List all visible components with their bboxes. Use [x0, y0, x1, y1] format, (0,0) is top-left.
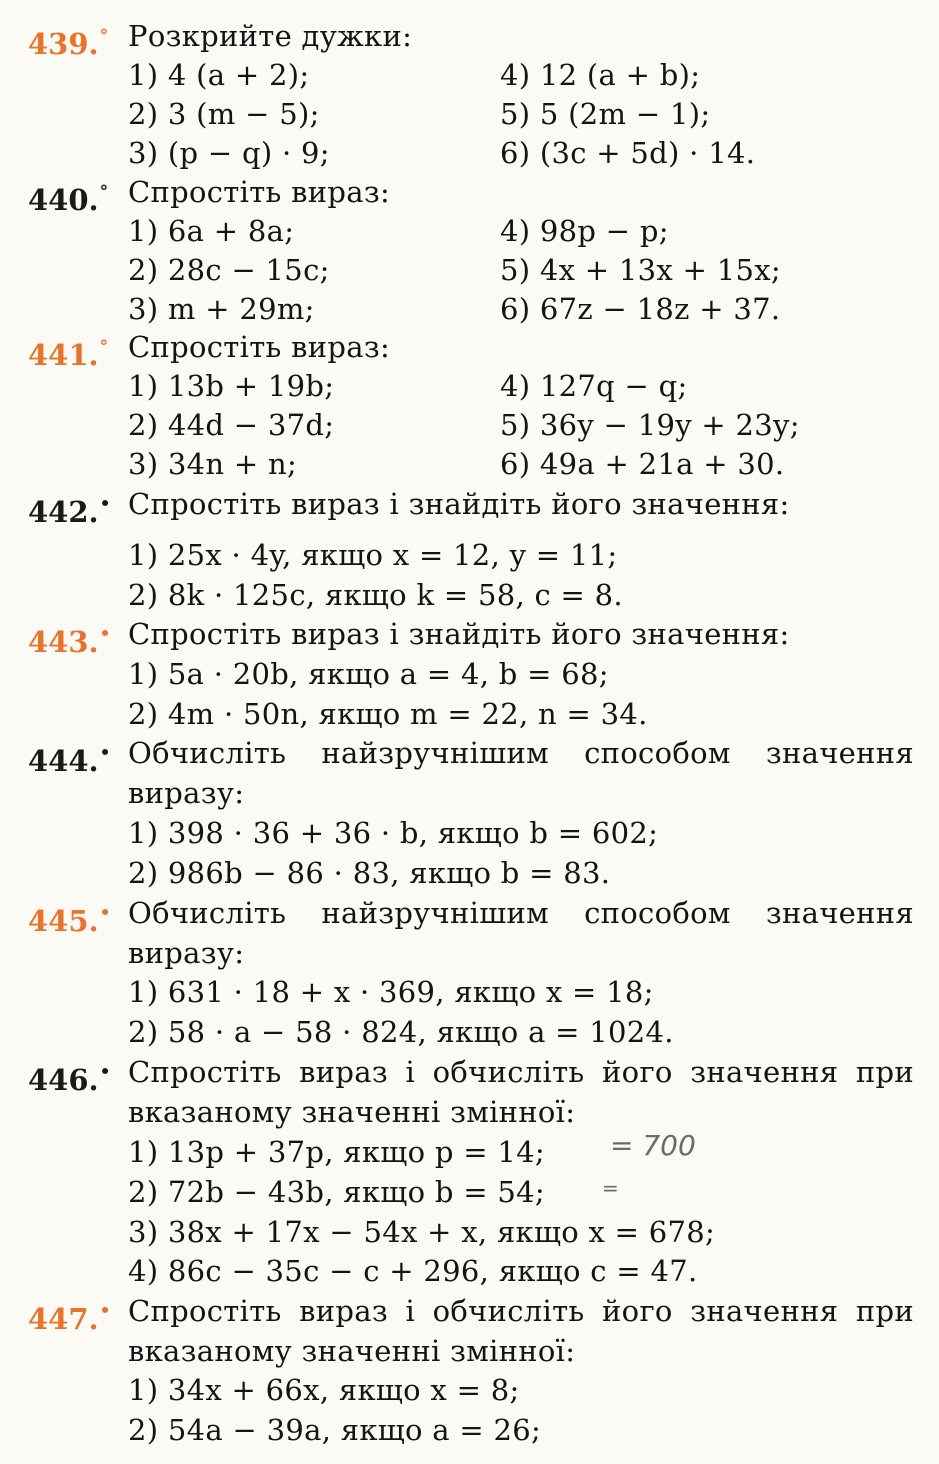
difficulty-marker: ° — [99, 182, 109, 202]
handwritten-note: = 700 — [610, 1129, 696, 1162]
difficulty-marker: • — [99, 903, 111, 923]
exercise-row — [0, 1370, 939, 1410]
difficulty-marker: • — [99, 494, 111, 514]
problem-number: 447.• — [28, 1301, 111, 1336]
problem-number: 445.• — [28, 903, 111, 938]
problem-number: 446.• — [28, 1062, 111, 1097]
problem-number: 440.° — [28, 182, 109, 217]
exercise-row — [0, 55, 939, 95]
exercise-row — [0, 694, 939, 734]
exercise-item: 1) 13b + 19b; — [128, 369, 335, 403]
exercise-row — [0, 853, 939, 893]
problem-prompt: Спростіть вираз і обчисліть його значення при вказаному значенні змінної: — [128, 1055, 914, 1129]
difficulty-marker: • — [99, 624, 111, 644]
difficulty-marker: • — [99, 1301, 111, 1321]
problem-prompt: Спростіть вираз: — [128, 330, 391, 364]
exercise-row — [0, 1012, 939, 1052]
exercise-row — [0, 133, 939, 173]
exercise-row — [0, 1251, 939, 1291]
difficulty-marker: • — [99, 743, 111, 763]
exercise-item: 1) 13p + 37p, якщо p = 14; — [128, 1135, 545, 1169]
exercise-item: 3) 38x + 17x − 54x + x, якщо x = 678; — [128, 1215, 716, 1249]
exercise-item: 3) m + 29m; — [128, 292, 315, 326]
exercise-item: 1) 631 · 18 + x · 369, якщо x = 18; — [128, 975, 654, 1009]
exercise-item: 4) 86c − 35c − c + 296, якщо c = 47. — [128, 1254, 698, 1288]
problem-number: 441.° — [28, 337, 109, 372]
exercise-item: 2) 986b − 86 · 83, якщо b = 83. — [128, 856, 611, 890]
exercise-item: 4) 98p − p; — [500, 214, 669, 248]
exercise-item: 2) 4m · 50n, якщо m = 22, n = 34. — [128, 697, 648, 731]
exercise-item: 6) 67z − 18z + 37. — [500, 292, 781, 326]
problem-number: 439.° — [28, 26, 109, 61]
exercise-item: 1) 4 (a + 2); — [128, 58, 310, 92]
problem-number: 444.• — [28, 743, 111, 778]
exercise-item: 2) 8k · 125c, якщо k = 58, c = 8. — [128, 578, 623, 612]
exercise-row — [0, 94, 939, 134]
exercise-row — [0, 575, 939, 615]
difficulty-marker: ° — [99, 26, 109, 46]
exercise-item: 3) 34n + n; — [128, 447, 298, 481]
exercise-row — [0, 972, 939, 1012]
exercise-row — [0, 813, 939, 853]
problem-prompt: Спростіть вираз і обчисліть його значення при вказаному значенні змінної: — [128, 1294, 914, 1368]
exercise-item: 5) 4x + 13x + 15x; — [500, 253, 781, 287]
exercise-item: 2) 54a − 39a, якщо a = 26; — [128, 1413, 542, 1447]
exercise-item: 2) 28c − 15c; — [128, 253, 330, 287]
exercise-item: 2) 3 (m − 5); — [128, 97, 320, 131]
exercise-item: 2) 44d − 37d; — [128, 408, 335, 442]
exercise-item: 1) 25x · 4y, якщо x = 12, y = 11; — [128, 538, 618, 572]
exercise-item: 6) (3c + 5d) · 14. — [500, 136, 756, 170]
problem-prompt: Розкрийте дужки: — [128, 19, 413, 53]
exercise-item: 3) (p − q) · 9; — [128, 136, 330, 170]
exercise-row — [0, 289, 939, 329]
exercise-row — [0, 211, 939, 251]
exercise-item: 4) 12 (a + b); — [500, 58, 701, 92]
exercise-row — [0, 1410, 939, 1450]
exercise-item: 1) 6a + 8a; — [128, 214, 295, 248]
problem-prompt: Обчисліть найзручнішим способом значення виразу: — [128, 896, 914, 970]
difficulty-marker: ° — [99, 337, 109, 357]
handwritten-note: = — [602, 1176, 619, 1200]
exercise-row — [0, 1212, 939, 1252]
difficulty-marker: • — [99, 1062, 111, 1082]
exercise-row — [0, 654, 939, 694]
exercise-row — [0, 366, 939, 406]
problem-prompt: Спростіть вираз: — [128, 175, 391, 209]
problem-prompt: Спростіть вираз і знайдіть його значення: — [128, 487, 790, 521]
problem-prompt: Обчисліть найзручнішим способом значення виразу: — [128, 736, 914, 810]
problem-prompt: Спростіть вираз і знайдіть його значення: — [128, 617, 790, 651]
exercise-row — [0, 444, 939, 484]
exercise-row — [0, 250, 939, 290]
exercise-row — [0, 405, 939, 445]
exercise-item: 4) 127q − q; — [500, 369, 688, 403]
exercise-item: 5) 36y − 19y + 23y; — [500, 408, 800, 442]
exercise-item: 1) 5a · 20b, якщо a = 4, b = 68; — [128, 657, 609, 691]
problem-number: 442.• — [28, 494, 111, 529]
exercise-row — [0, 1172, 939, 1212]
exercise-item: 6) 49a + 21a + 30. — [500, 447, 785, 481]
exercise-item: 1) 398 · 36 + 36 · b, якщо b = 602; — [128, 816, 659, 850]
problem-number: 443.• — [28, 624, 111, 659]
exercise-row — [0, 535, 939, 575]
exercise-item: 5) 5 (2m − 1); — [500, 97, 711, 131]
exercise-item: 2) 72b − 43b, якщо b = 54; — [128, 1175, 545, 1209]
exercise-item: 1) 34x + 66x, якщо x = 8; — [128, 1373, 520, 1407]
exercise-row — [0, 1129, 939, 1172]
exercise-item: 2) 58 · a − 58 · 824, якщо a = 1024. — [128, 1015, 674, 1049]
